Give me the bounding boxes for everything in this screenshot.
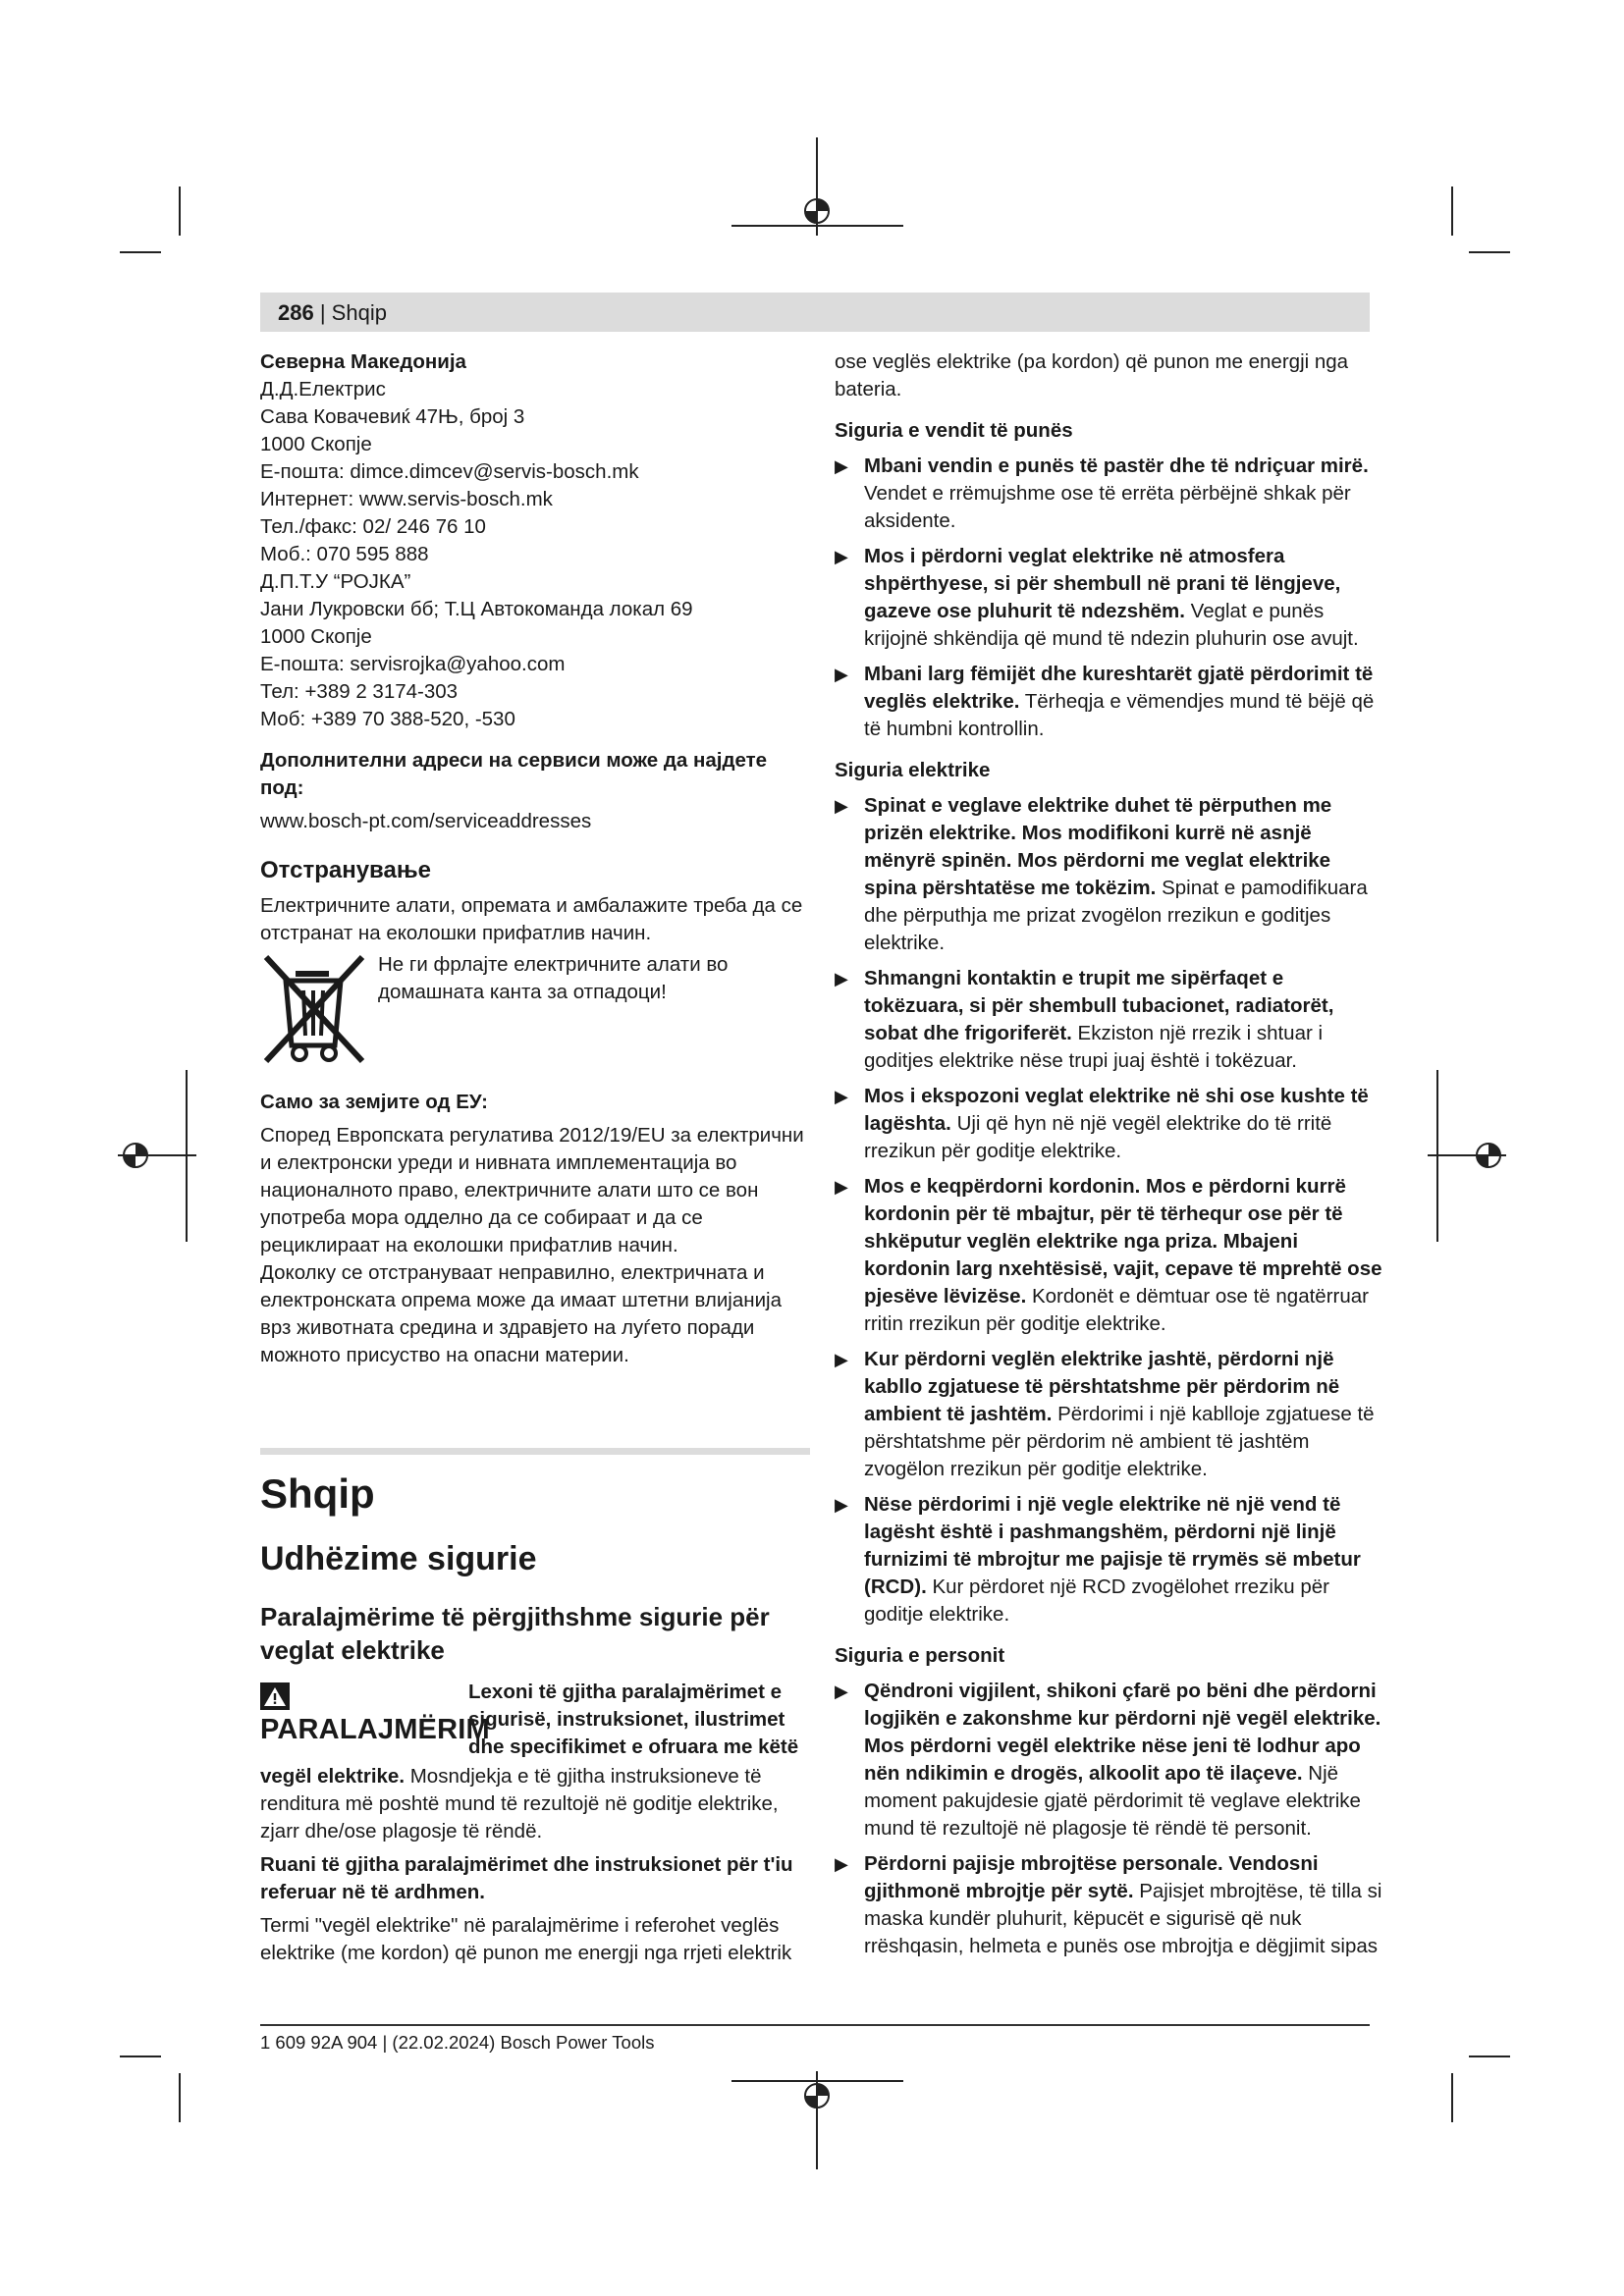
bullet-arrow-icon: ▶: [835, 1682, 848, 1701]
crop-mark: [1451, 187, 1453, 236]
contact-line: Моб.: 070 595 888: [260, 543, 429, 565]
item-bold: Nëse përdorimi i një vegle elektrike në një vend të lagësht është i pashmangshëm, përdorni një linjë furnizimi të mbrojtur me pajisje të rrymës së mbetur (RCD).: [864, 1493, 1361, 1598]
item-text: Tërheqja e vëmendjes mund të bëjë që të humbni kontrollin.: [864, 690, 1375, 740]
page-header: 286 | Shqip: [278, 300, 387, 325]
electrical-heading: Siguria elektrike: [835, 759, 991, 781]
contact-line: Јани Лукровски бб; Т.Ц Автокоманда локал 69: [260, 598, 693, 620]
crop-mark: [120, 251, 161, 253]
item-bold: Spinat e veglave elektrike duhet të përputhen me prizën elektrike. Mos modifikoni kurrë në asnjë mënyrë spinën. Mos përdorni me veglat elektrike spina përshtatëse me tokëzim.: [864, 794, 1332, 899]
contact-heading: Северна Македонија: [260, 350, 466, 373]
personal-heading: Siguria e personit: [835, 1644, 1005, 1667]
item-text: Pajisjet mbrojtëse, të tilla si maska kundër pluhurit, këpucët e sigurisë që nuk rrëshqasin, helmeta e punës ose mbrojtja e dëgjimit sipas: [864, 1880, 1382, 1957]
more-addresses-heading: Дополнителни адреси на сервиси може да најдете под:: [260, 749, 768, 799]
item-text: Veglat e punës krijojnë shkëndija që mund të ndezin pluhurin ose avujt.: [864, 600, 1359, 650]
item-text: Kordonët e dëmtuar ose të ngatërruar rritin rrezikun për goditje elektrike.: [864, 1285, 1369, 1335]
eu-text: Според Европската регулатива 2012/19/EU за електрични и електронски уреди и нивната имплементација во националното право, електричните алати што се вон употреба мора одделно да се собираат и да се рециклираат на еколошки прифатлив начин.: [260, 1124, 804, 1256]
contact-line: Интернет: www.servis-bosch.mk: [260, 488, 553, 510]
work-area-heading: Siguria e vendit të punës: [835, 419, 1073, 442]
item-bold: Kur përdorni veglën elektrike jashtë, përdorni një kabllo zgjatuese të përshtatshme për përdorim në ambient të jashtëm.: [864, 1348, 1340, 1425]
disposal-heading: Отстранување: [260, 857, 431, 883]
contact-line: Е-пошта: servisrojka@yahoo.com: [260, 653, 566, 675]
list-item: [835, 543, 1384, 653]
item-text: Përdorimi i një kablloje zgjatuese të përshtatshme për përdorim në ambient të jashtëm zvogëlon rrezikun për goditje elektrike.: [864, 1403, 1375, 1480]
list-item: [835, 1491, 1384, 1629]
list-item: [835, 1678, 1384, 1842]
registration-mark-icon: [731, 137, 903, 236]
continued-text: ose veglës elektrike (pa kordon) që punon me energji nga bateria.: [835, 350, 1349, 400]
item-text: Uji që hyn në një vegël elektrike do të rritë rrezikun për goditje elektrike.: [864, 1112, 1332, 1162]
section-title: Udhëzime sigurie: [260, 1540, 537, 1577]
item-bold: Mos i ekspozoni veglat elektrike në shi ose kushte të lagështa.: [864, 1085, 1369, 1135]
registration-mark-icon: [118, 1070, 196, 1242]
warning-triangle-icon: [260, 1682, 290, 1710]
crossed-out-bin-icon: [260, 951, 368, 1067]
contact-line: Сава Ковачевиќ 47Њ, број 3: [260, 405, 525, 428]
item-text: Vendet e rrëmujshme ose të errëta përbëjnë shkak për aksidente.: [864, 482, 1351, 532]
list-item: [835, 792, 1384, 957]
item-bold: Shmangni kontaktin e trupit me sipërfaqet e tokëzuara, si për shembull tubacionet, radiatorët, sobat dhe frigoriferët.: [864, 967, 1334, 1044]
more-addresses-url[interactable]: www.bosch-pt.com/serviceaddresses: [260, 810, 592, 832]
item-text: Kur përdoret një RCD zvogëlohet rreziku për goditje elektrike.: [864, 1575, 1329, 1626]
left-column: [260, 348, 810, 1967]
bullet-arrow-icon: ▶: [835, 665, 848, 684]
bullet-arrow-icon: ▶: [835, 1350, 848, 1369]
contact-line: 1000 Скопје: [260, 625, 372, 648]
keep-instructions: Ruani të gjitha paralajmërimet dhe instruksionet për t'iu referuar në të ardhmen.: [260, 1853, 793, 1903]
item-text: Spinat e pamodifikuara dhe përputhja me prizat zvogëlon rrezikun e goditjes elektrike.: [864, 877, 1368, 954]
crop-mark: [179, 187, 181, 236]
item-text: Një moment pakujdesie gjatë përdorimit të veglave elektrike mund të rezultojë në plagosje të rëndë të personit.: [864, 1762, 1361, 1840]
crop-mark: [1469, 251, 1510, 253]
page-footer: 1 609 92A 904 | (22.02.2024) Bosch Power Tools: [260, 2032, 655, 2053]
disposal-text: Електричните алати, опремата и амбалажите треба да се отстранат на еколошки прифатлив начин.: [260, 894, 803, 944]
list-item: [835, 1083, 1384, 1165]
bullet-arrow-icon: ▶: [835, 969, 848, 988]
bullet-arrow-icon: ▶: [835, 456, 848, 476]
contact-lines: [260, 376, 810, 733]
item-bold: Mos e keqpërdorni kordonin. Mos e përdorni kurrë kordonin për të mbajtur, për të tërhequr ose për të shkëputur veglën elektrike nga priza. Mbajeni kordonin larg nxehtësisë, vajit, cepave të mprehtë ose pjesëve lëvizëse.: [864, 1175, 1382, 1308]
contact-line: Тел./факс: 02/ 246 76 10: [260, 515, 486, 538]
bullet-arrow-icon: ▶: [835, 547, 848, 566]
language-title: Shqip: [260, 1470, 375, 1517]
crop-mark: [1451, 2073, 1453, 2122]
list-item: [835, 1850, 1384, 1960]
bullet-arrow-icon: ▶: [835, 1087, 848, 1106]
warning-block: [260, 1677, 810, 1763]
warning-bold-text: Lexoni të gjitha paralajmërimet e sigurisë, instruksionet, ilustrimet dhe specifikimet e ofruara me këtë: [468, 1681, 799, 1758]
item-bold: Mbani vendin e punës të pastër dhe të ndriçuar mirë.: [864, 454, 1369, 477]
item-bold: Përdorni pajisje mbrojtëse personale. Vendosni gjithmonë mbrojtje për sytë.: [864, 1852, 1319, 1902]
contact-line: 1000 Скопје: [260, 433, 372, 455]
crop-mark: [1469, 2056, 1510, 2057]
item-bold: Qëndroni vigjilent, shikoni çfarë po bëni dhe përdorni logjikën e zakonshme kur përdorni një vegël elektrike. Mos përdorni vegël elektrike nëse jeni të lodhur apo nën ndikimin e drogës, alkoolit apo të ilaçeve.: [864, 1680, 1381, 1785]
registration-mark-icon: [1428, 1070, 1506, 1242]
eu-heading: Само за земјите од ЕУ:: [260, 1091, 488, 1113]
crop-mark: [179, 2073, 181, 2122]
eu-text: Доколку се отстрануваат неправилно, електричната и електронската опрема може да имаат штетни влијанија врз животната средина и здравјето на луѓето поради можното присуство на опасни материи.: [260, 1261, 782, 1366]
right-column: [835, 348, 1384, 1960]
list-item: [835, 965, 1384, 1075]
item-text: Ekziston një rrezik i shtuar i goditjes elektrike nëse trupi juaj është i tokëzuar.: [864, 1022, 1324, 1072]
weee-text: Не ги фрлајте електричните алати во домашната канта за отпадоци!: [378, 953, 729, 1003]
item-bold: Mos i përdorni veglat elektrike në atmosfera shpërthyese, si për shembull në prani të lëngjeve, gazeve ose pluhurit të ndezshëm.: [864, 545, 1341, 622]
contact-line: Е-пошта: dimce.dimcev@servis-bosch.mk: [260, 460, 639, 483]
list-item: [835, 661, 1384, 743]
list-item: [835, 1173, 1384, 1338]
list-item: [835, 453, 1384, 535]
weee-notice: [260, 951, 810, 1067]
contact-line: Тел: +389 2 3174-303: [260, 680, 459, 703]
contact-line: Моб: +389 70 388-520, -530: [260, 708, 515, 730]
term-definition: Termi "vegël elektrike" në paralajmërime i referohet veglës elektrike (me kordon) që punon me energji nga rrjeti elektrik: [260, 1914, 792, 1964]
crop-mark: [120, 2056, 161, 2057]
contact-line: Д.П.Т.У “РОЈКА”: [260, 570, 411, 593]
warning-rest: Mosndjekja e të gjitha instruksioneve të renditura më poshtë mund të rezultojë në goditje elektrike, zjarr dhe/ose plagosje të rëndë.: [260, 1765, 779, 1842]
section-divider: [260, 1448, 810, 1455]
subsection-title: Paralajmërime të përgjithshme sigurie për veglat elektrike: [260, 1602, 770, 1665]
page-header-bar: [260, 293, 1370, 332]
item-bold: Mbani larg fëmijët dhe kureshtarët gjatë përdorimit të veglës elektrike.: [864, 663, 1374, 713]
footer-rule: [260, 2024, 1370, 2026]
header-language: Shqip: [331, 300, 387, 325]
bullet-arrow-icon: ▶: [835, 1495, 848, 1515]
bullet-arrow-icon: ▶: [835, 1854, 848, 1874]
bullet-arrow-icon: ▶: [835, 1177, 848, 1197]
warning-word: PARALAJMËRIM: [260, 1714, 490, 1745]
page-number: 286: [278, 300, 314, 325]
bullet-arrow-icon: ▶: [835, 796, 848, 816]
contact-line: Д.Д.Електрис: [260, 378, 386, 400]
warning-bold-cont: vegël elektrike.: [260, 1765, 406, 1788]
warning-text: [260, 1763, 810, 1845]
list-item: [835, 1346, 1384, 1483]
registration-mark-icon: [731, 2071, 903, 2169]
